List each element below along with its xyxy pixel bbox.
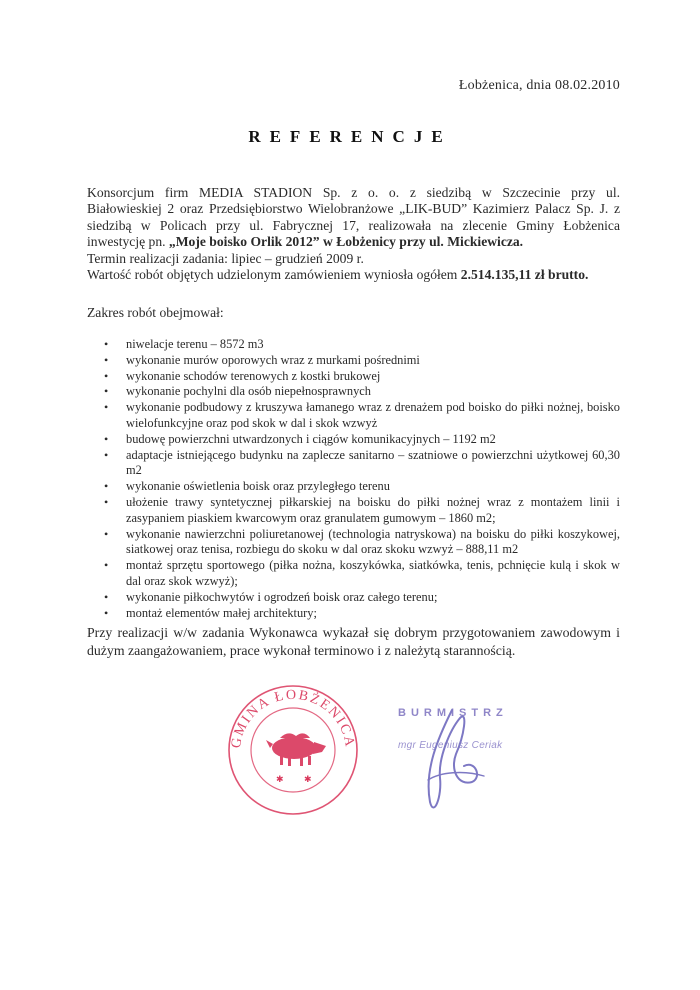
list-item: • montaż sprzętu sportowego (piłka nożna, koszykówka, siatkówka, tenis, pchnięcie kulą i skok w dal oraz skok wzwyż); [104,558,620,588]
bullet-icon: • [104,558,109,573]
investment-name: „Moje boisko Orlik 2012” w Łobżenicy przy ul. Mickiewicza. [168,234,524,250]
closing-line: Przy realizacji w/w zadania Wykonawca wykazał się dobrym przygotowaniem zawodowym i [87,625,620,640]
list-item: • wykonanie nawierzchni poliuretanowej (technologia natryskowa) na boisku do piłki koszykowej, siatkowej oraz tenisa, rozbiegu do skoku w dal oraz skoku wzwyż – 888,11 m2 [104,526,620,557]
list-item: • wykonanie piłkochwytów i ogrodzeń boisk oraz całego terenu; [104,589,438,604]
bullet-icon: • [104,384,109,399]
list-item: • niwelacje terenu – 8572 m3 [104,337,264,351]
list-item: • wykonanie pochylni dla osób niepełnosprawnych [104,384,372,399]
list-item: • adaptacje istniejącego budynku na zaplecze sanitarno – szatniowe o powierzchni użytkowej 60,30 m2 [104,447,620,478]
list-item: • wykonanie schodów terenowych z kostki brukowej [104,368,381,383]
intro-line [87,234,620,250]
star-icon: ✱ [304,775,312,785]
bullet-icon: • [104,447,109,462]
star-icon: ✱ [276,775,284,785]
bullet-icon: • [104,368,109,383]
intro-line: Białowieskiej 2 oraz Przedsiębiorstwo Wielobranżowe „LIK-BUD” Kazimierz Palacz Sp. J. z [87,201,620,217]
stamp-text: GMINA ŁOBŻENICA [228,687,358,750]
handwritten-signature [380,690,530,830]
document-title: REFERENCJE [248,127,452,146]
intro-line: Konsorcjum firm MEDIA STADION Sp. z o. o. z siedzibą w Szczecinie przy ul. [87,185,620,200]
bullet-icon: • [104,400,109,415]
bullet-icon: • [104,337,109,351]
bullet-icon: • [104,352,109,367]
closing-line: dużym zaangażowaniem, prace wykonał terminowo i z należytą starannością. [87,643,516,658]
bullet-icon: • [104,494,109,509]
document-date: Łobżenica, dnia 08.02.2010 [458,78,620,93]
scope-list [100,337,620,621]
signatory-name: mgr Eugeniusz Ceriak [398,740,503,751]
intro-line: siedzibą w Policach przy ul. Fabrycznej 17, realizowała na zlecenie Gminy Łobżenica [87,217,620,233]
signatory-title: BURMISTRZ [398,707,508,719]
bullet-icon: • [104,479,109,494]
municipality-stamp [218,670,368,820]
intro-line [87,267,620,283]
bullet-icon: • [104,605,109,620]
bullet-icon: • [104,431,109,446]
scope-heading: Zakres robót obejmował: [87,305,224,320]
closing-paragraph [87,624,620,660]
list-item: • wykonanie oświetlenia boisk oraz przyległego terenu [104,479,390,494]
value-prefix: Wartość robót objętych udzielonym zamówieniem wyniosła ogółem [87,267,461,283]
investment-prefix: inwestycję pn. [87,234,169,250]
contract-value: 2.514.135,11 zł brutto. [460,267,589,283]
boar-icon [266,733,326,766]
list-item: • budowę powierzchni utwardzonych i ciągów komunikacyjnych – 1192 m2 [104,431,496,446]
intro-line: Termin realizacji zadania: lipiec – grudzień 2009 r. [87,250,364,266]
list-item: • montaż elementów małej architektury; [104,605,317,620]
intro-paragraph [87,185,620,283]
list-item: • wykonanie podbudowy z kruszywa łamanego wraz z drenażem pod boisko do piłki nożnej, boisko wielofunkcyjne oraz pod skok w dal i skok wzwyż [104,400,620,430]
list-item: • wykonanie murów oporowych wraz z murkami pośrednimi [104,352,420,367]
bullet-icon: • [104,589,109,604]
bullet-icon: • [104,526,109,541]
list-item: • ułożenie trawy syntetycznej piłkarskiej na boisku do piłki nożnej wraz z montażem linii i zasypaniem piaskiem kwarcowym oraz granulatem gumowym – 1860 m2; [104,494,620,525]
